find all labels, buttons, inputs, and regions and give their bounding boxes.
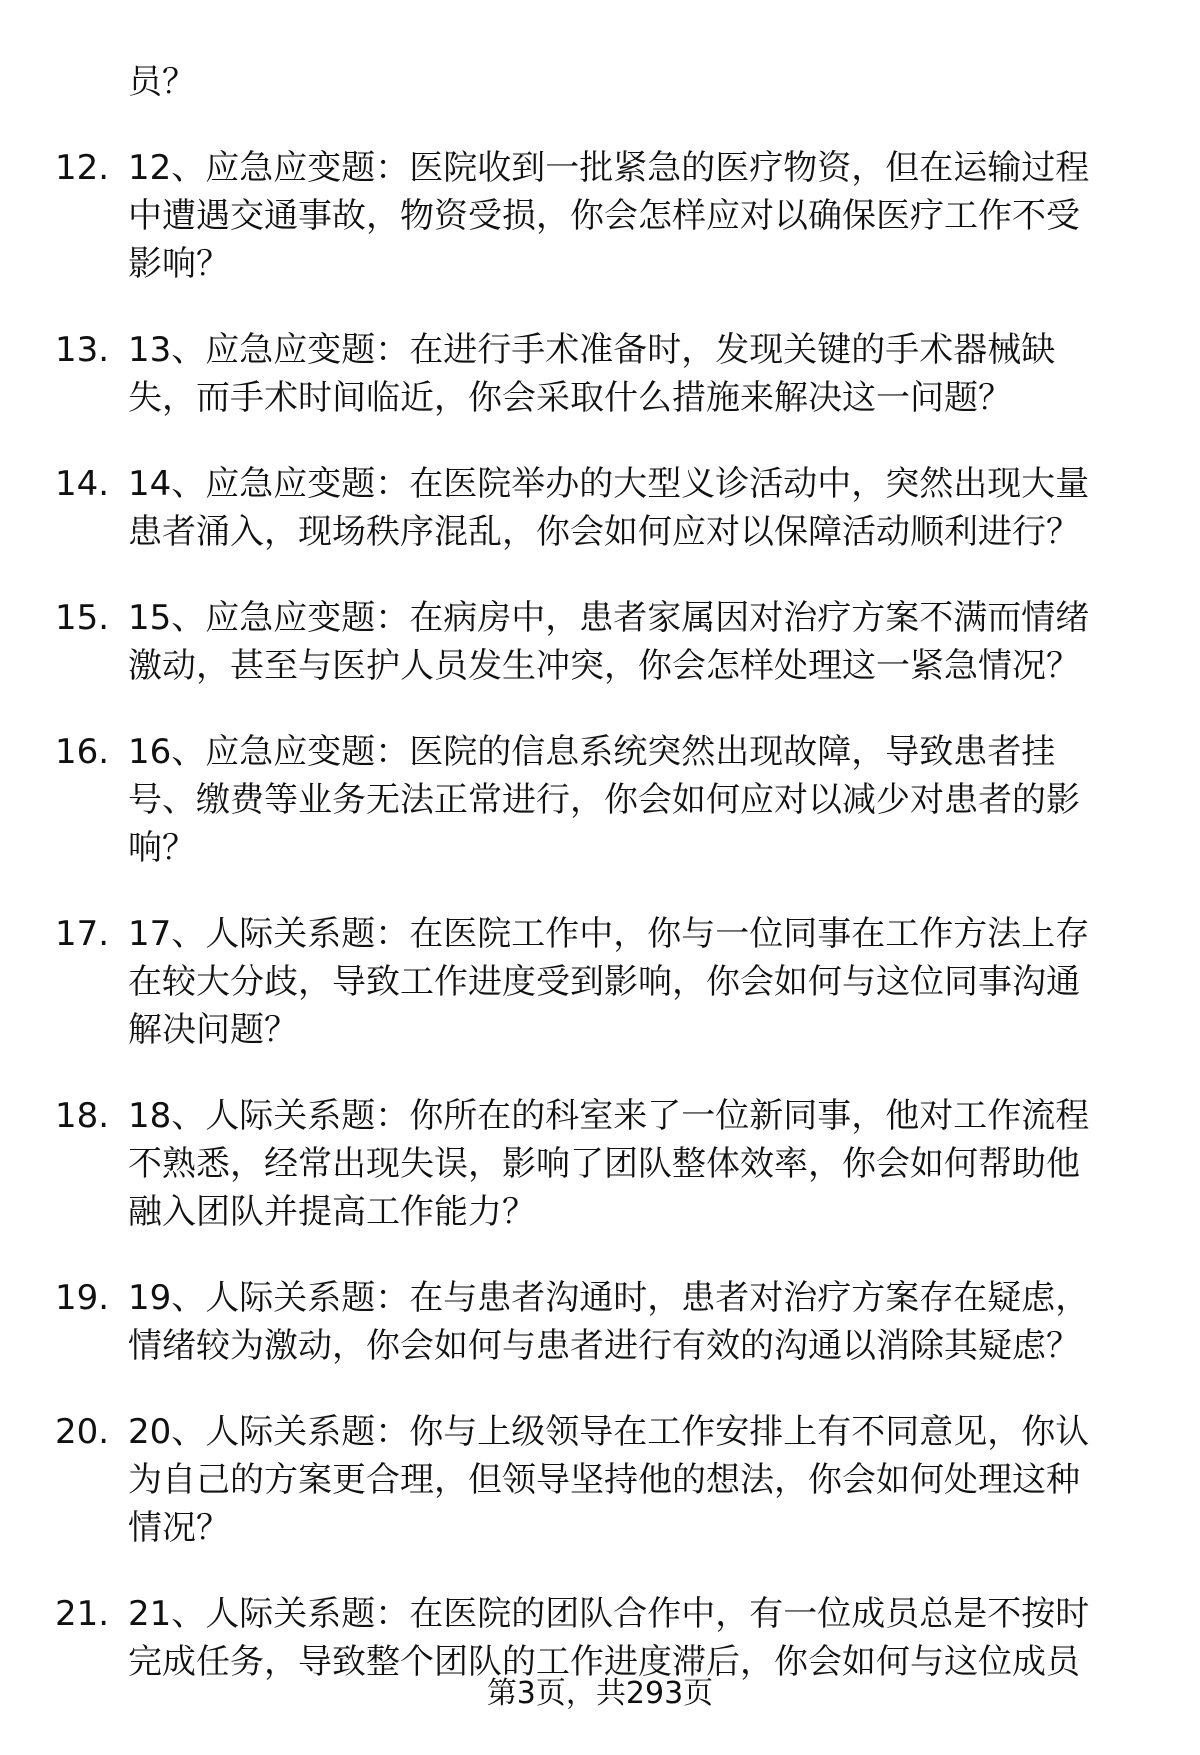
text-line: 21、人际关系题：在医院的团队合作中，有一位成员总是不按时	[128, 1594, 1090, 1634]
question-number: 12.	[55, 148, 110, 188]
question-text	[128, 460, 1158, 556]
text-line: 16、应急应变题：医院的信息系统突然出现故障，导致患者挂	[128, 732, 1056, 772]
text-line: 融入团队并提高工作能力？	[128, 1192, 536, 1232]
text-line: 20、人际关系题：你与上级领导在工作安排上有不同意见，你认	[128, 1412, 1090, 1452]
question-number: 16.	[55, 732, 110, 772]
text-line: 响？	[128, 828, 196, 868]
question-number: 15.	[55, 598, 110, 638]
question-text	[128, 594, 1158, 690]
text-line: 12、应急应变题：医院收到一批紧急的医疗物资，但在运输过程	[128, 148, 1090, 188]
question-text	[128, 1408, 1158, 1552]
question-text	[128, 910, 1158, 1054]
text-line: 17、人际关系题：在医院工作中，你与一位同事在工作方法上存	[128, 914, 1090, 954]
text-line: 15、应急应变题：在病房中，患者家属因对治疗方案不满而情绪	[128, 598, 1090, 638]
text-line: 解决问题？	[128, 1010, 298, 1050]
text-line: 19、人际关系题：在与患者沟通时，患者对治疗方案存在疑虑，	[128, 1278, 1090, 1318]
text-line: 13、应急应变题：在进行手术准备时，发现关键的手术器械缺	[128, 330, 1056, 370]
question-number: 13.	[55, 330, 110, 370]
question-text	[128, 728, 1158, 872]
question-text	[128, 144, 1158, 288]
text-line: 中遭遇交通事故，物资受损，你会怎样应对以确保医疗工作不受	[128, 196, 1080, 236]
text-line: 为自己的方案更合理，但领导坚持他的想法，你会如何处理这种	[128, 1460, 1080, 1500]
text-line: 在较大分歧，导致工作进度受到影响，你会如何与这位同事沟通	[128, 962, 1080, 1002]
question-text	[128, 1092, 1158, 1236]
question-number: 20.	[55, 1412, 110, 1452]
text-line: 患者涌入，现场秩序混乱，你会如何应对以保障活动顺利进行？	[128, 512, 1080, 552]
text-line: 情况？	[128, 1508, 230, 1548]
question-number: 14.	[55, 464, 110, 504]
text-line: 18、人际关系题：你所在的科室来了一位新同事，他对工作流程	[128, 1096, 1090, 1136]
text-line: 完成任务，导致整个团队的工作进度滞后，你会如何与这位成员	[128, 1642, 1080, 1682]
text-line: 号、缴费等业务无法正常进行，你会如何应对以减少对患者的影	[128, 780, 1080, 820]
text-line: 激动，甚至与医护人员发生冲突，你会怎样处理这一紧急情况？	[128, 646, 1080, 686]
text-line: 失，而手术时间临近，你会采取什么措施来解决这一问题？	[128, 378, 1012, 418]
question-text	[128, 326, 1158, 422]
question-number: 21.	[55, 1594, 110, 1634]
text-line: 情绪较为激动，你会如何与患者进行有效的沟通以消除其疑虑？	[128, 1326, 1080, 1366]
question-number: 19.	[55, 1278, 110, 1318]
question-number: 17.	[55, 914, 110, 954]
text-line: 不熟悉，经常出现失误，影响了团队整体效率，你会如何帮助他	[128, 1144, 1080, 1184]
page-number: 第3页，共293页	[486, 1676, 714, 1711]
question-number: 18.	[55, 1096, 110, 1136]
text-line: 影响？	[128, 244, 230, 284]
continuation-text: 员？	[128, 62, 196, 102]
text-line: 14、应急应变题：在医院举办的大型义诊活动中，突然出现大量	[128, 464, 1090, 504]
question-text	[128, 1274, 1158, 1370]
